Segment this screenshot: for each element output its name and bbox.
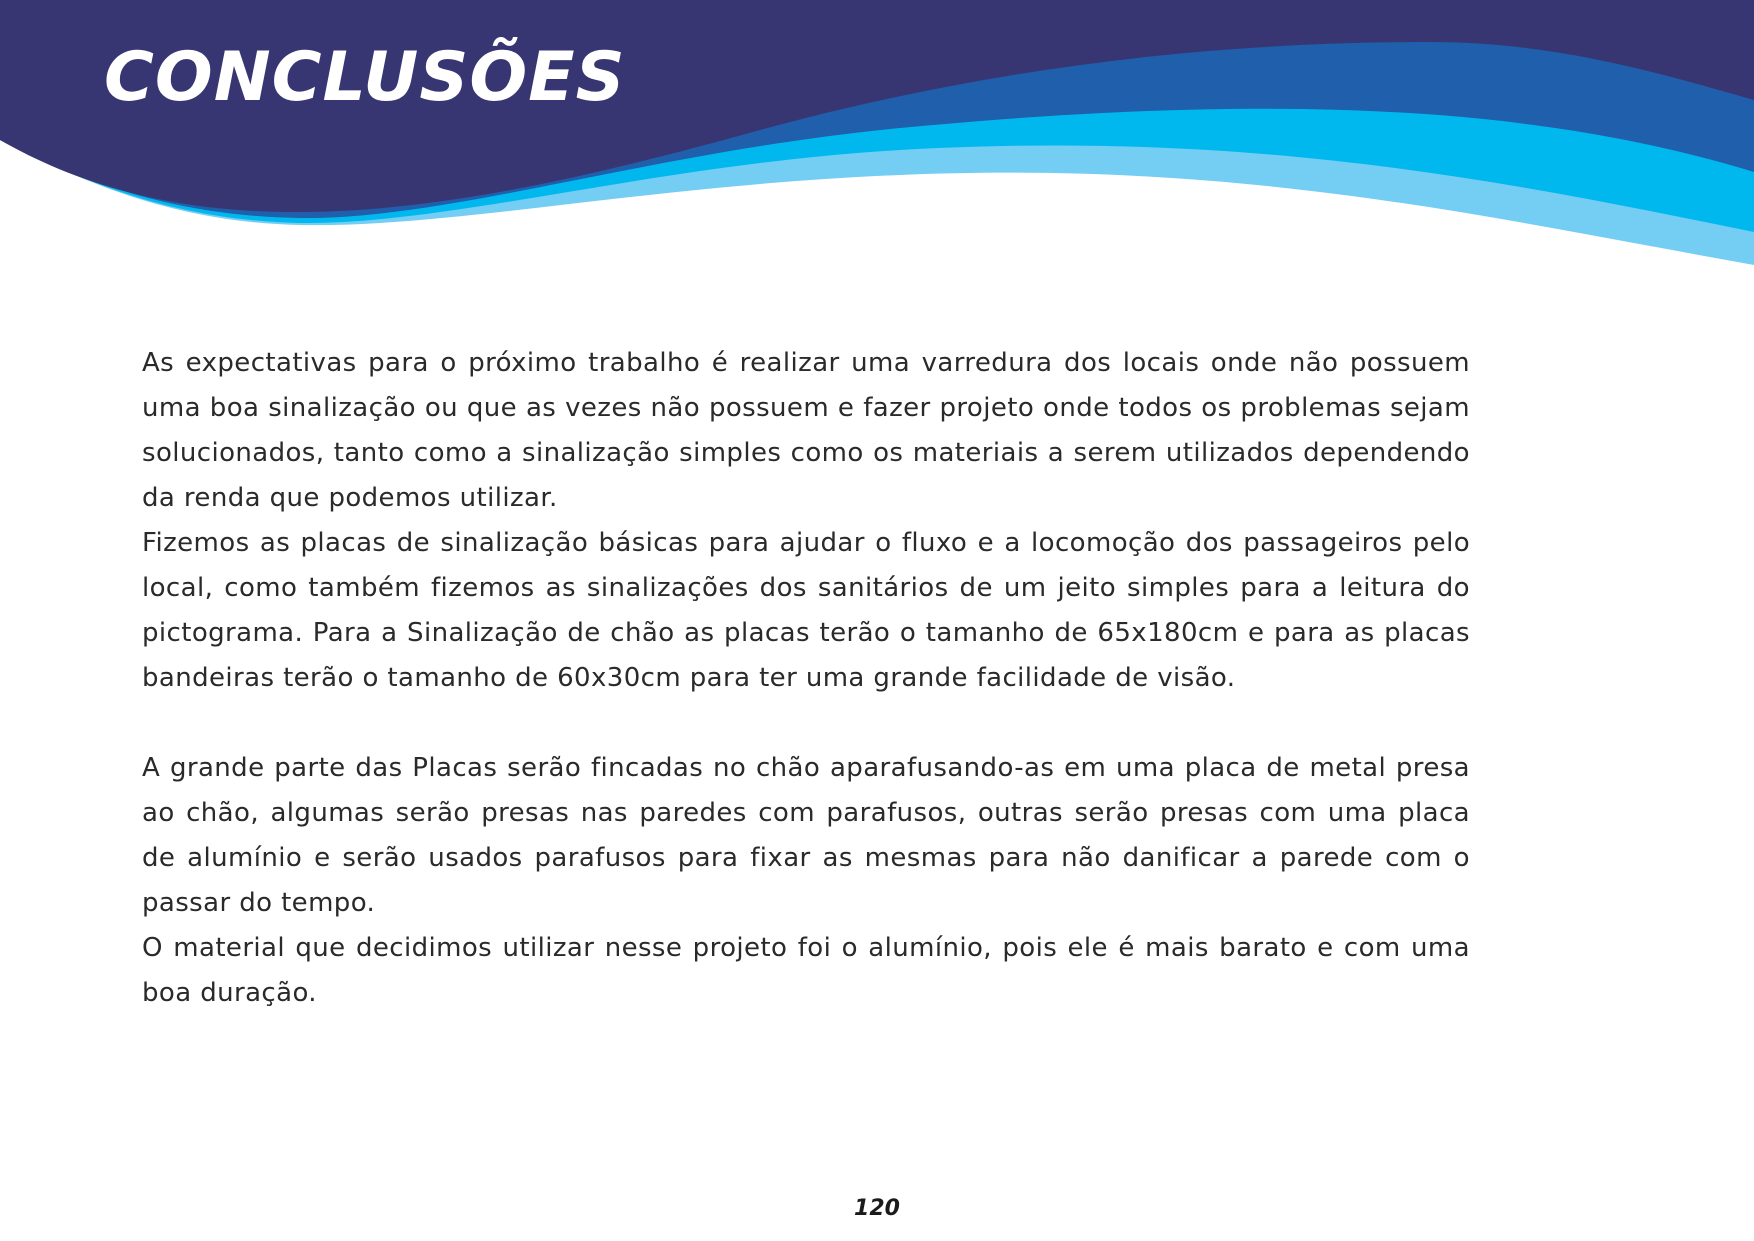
page-title: CONCLUSÕES: [104, 38, 626, 117]
paragraph-expectations: As expectativas para o próximo trabalho é realizar uma varredura dos locais onde não possuem uma boa sinalização ou que as vezes não possuem e fazer projeto onde todos os problemas sejam solucionados, tanto como a sinalização simples como os materiais a serem utilizados dependendo da renda que podemos utilizar.: [142, 348, 1470, 513]
body-text: [142, 341, 1470, 1016]
paragraph-spacer: [142, 701, 1470, 746]
paragraph-installation: A grande parte das Placas serão fincadas no chão aparafusando-as em uma placa de metal presa ao chão, algumas serão presas nas paredes com parafusos, outras serão presas com uma placa de alumínio e serão usados parafusos para fixar as mesmas para não danificar a parede com o passar do tempo.: [142, 753, 1470, 918]
paragraph-signage-plates: Fizemos as placas de sinalização básicas para ajudar o fluxo e a locomoção dos passageiros pelo local, como também fizemos as sinalizações dos sanitários de um jeito simples para a leitura do pictograma. Para a Sinalização de chão as placas terão o tamanho de 65x180cm e para as placas bandeiras terão o tamanho de 60x30cm para ter uma grande facilidade de visão.: [142, 528, 1470, 693]
paragraph-material: O material que decidimos utilizar nesse projeto foi o alumínio, pois ele é mais barato e com uma boa duração.: [142, 933, 1470, 1008]
page-number: 120: [854, 1196, 900, 1221]
